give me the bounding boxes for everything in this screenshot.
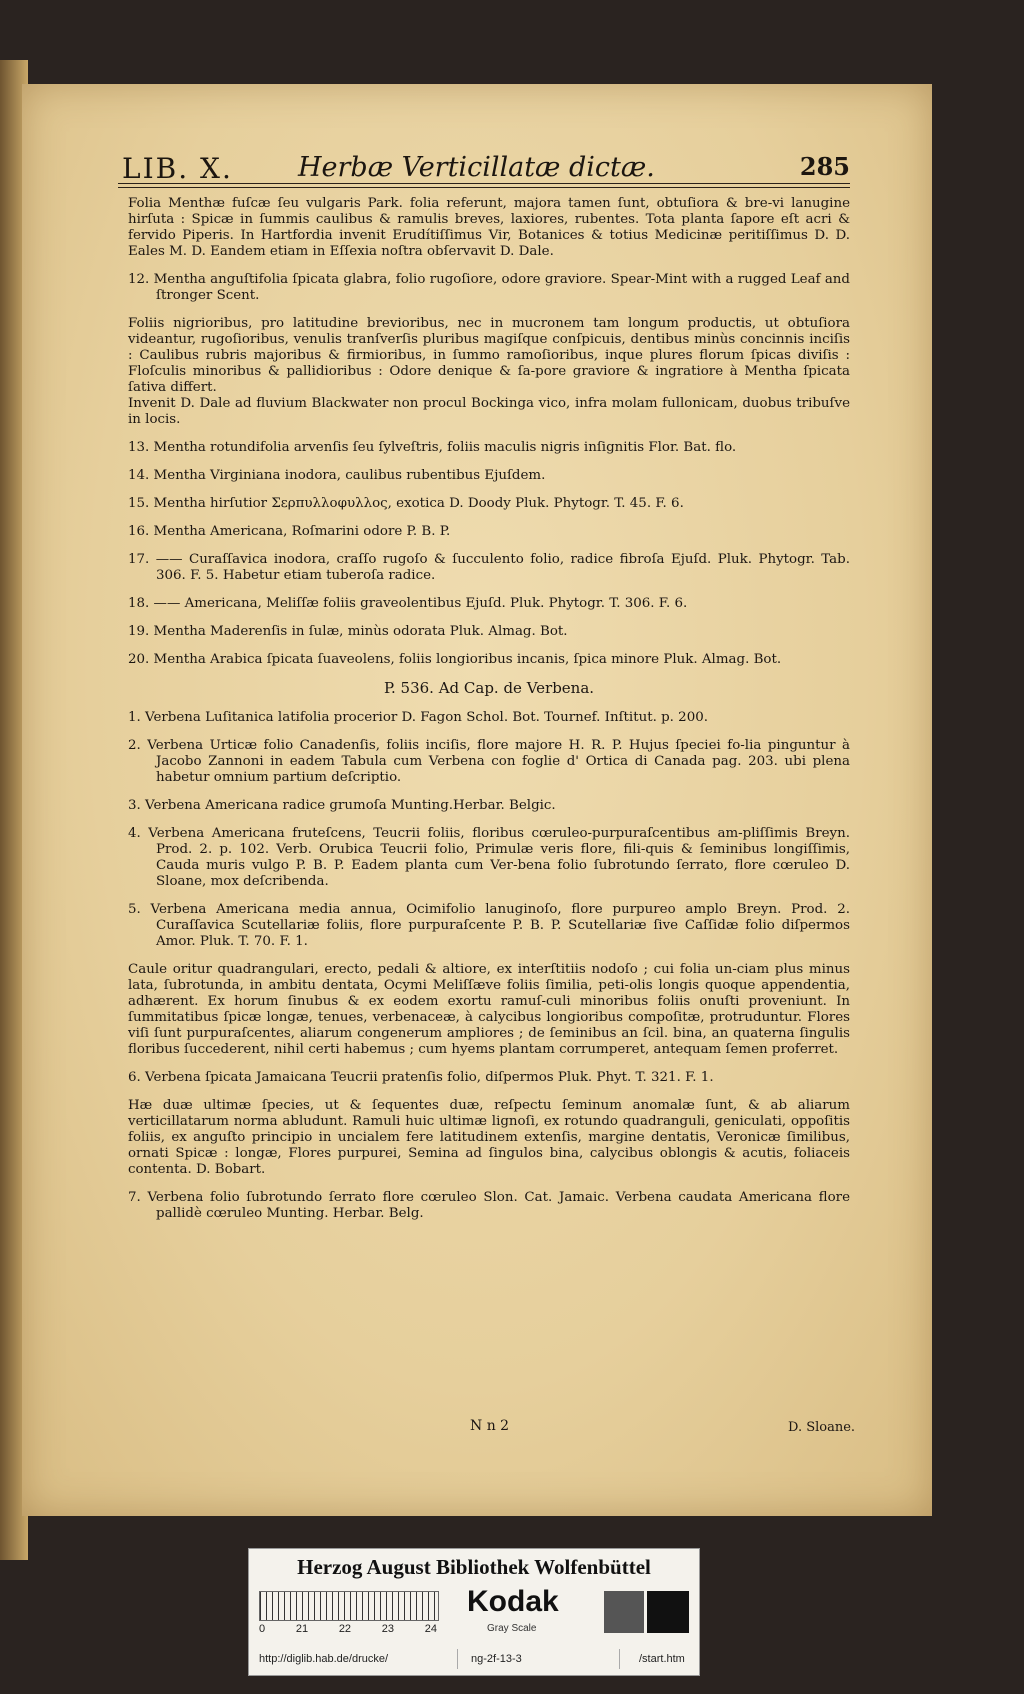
book-number: LIB. X. — [122, 152, 233, 185]
list-item: 7. Verbena folio ſubrotundo ſerrato flore cœruleo Slon. Cat. Jamaic. Verbena caudata Americana flore pallidè cœruleo Munting. Herbar. Belg. — [128, 1190, 850, 1221]
list-item: 12. Mentha anguſtifolia ſpicata glabra, folio rugoſiore, odore graviore. Spear-Mint with a rugged Leaf and ſtronger Scent. — [128, 272, 850, 303]
list-item: 4. Verbena Americana fruteſcens, Teucrii foliis, floribus cœruleo-purpuraſcentibus am-pliſſimis Breyn. Prod. 2. p. 102. Verb. Orubica Teucrii folio, Primulæ veris flore, fili-quis & ſeminibus longiſſimis, Cauda muris vulgo P. B. P. Eadem planta cum Ver-bena folio ſubrotundo ſerrato, flore cœruleo D. Sloane, mox deſcribenda. — [128, 826, 850, 889]
ruler-number: 21 — [295, 1623, 309, 1635]
list-item: 2. Verbena Urticæ folio Canadenſis, foliis inciſis, flore majore H. R. P. Hujus ſpeciei fo-lia pinguntur à Jacobo Zannoni in eadem Tabula cum Verbena con foglie d' Ortica di Canada pag. 203. ubi plena habetur omnium partium deſcriptio. — [128, 738, 850, 785]
start-text: /start.htm — [639, 1653, 685, 1665]
list-item: 19. Mentha Maderenſis in ſulæ, minùs odorata Pluk. Almag. Bot. — [128, 624, 568, 639]
gray-scale-label: Gray Scale — [487, 1623, 537, 1634]
running-title: Herbæ Verticillatæ dictæ. — [298, 152, 655, 183]
library-name: Herzog August Bibliothek Wolfenbüttel — [297, 1555, 651, 1579]
list-item: 16. Mentha Americana, Roſmarini odore P. B. P. — [128, 524, 451, 539]
ruler-number: 0 — [259, 1623, 266, 1635]
list-item: 13. Mentha rotundifolia arvenſis ſeu ſylveſtris, foliis maculis nigris inſignitis Flor. Bat. flo. — [128, 440, 737, 455]
list-item: 17. —— Curaſſavica inodora, craſſo rugoſo & ſucculento folio, radice fibroſa Ejuſd. Pluk. Phytogr. Tab. 306. F. 5. Habetur etiam tuberoſa radice. — [128, 552, 850, 583]
page-number: 285 — [799, 152, 850, 181]
library-color-chart — [248, 1548, 700, 1676]
list-item: 15. Mentha hirſutior Σερπυλλοφυλλος, exotica D. Doody Pluk. Phytogr. T. 45. F. 6. — [128, 496, 684, 511]
ruler-scale — [259, 1591, 439, 1621]
divider — [619, 1649, 620, 1669]
paragraph: Folia Menthæ fuſcæ ſeu vulgaris Park. folia referunt, majora tamen ſunt, obtuſiora & bre-vi lanugine hirſuta : Spicæ in ſummis caulibus & ramulis breves, laxiores, rubentes. Tota planta ſapore eſt acri & fervido Piperis. In Hartfordia invenit Erudítiſſimus Vir, Botanices & totius Medicinæ peritiſſimus D. D. Eales M. D. Eandem etiam in Eſſexia noſtra obſervavit D. Dale. — [128, 196, 850, 259]
list-item: 18. —— Americana, Meliſſæ foliis graveolentibus Ejuſd. Pluk. Phytogr. T. 306. F. 6. — [128, 596, 688, 611]
list-item: 14. Mentha Virginiana inodora, caulibus rubentibus Ejuſdem. — [128, 468, 546, 483]
paragraph: Invenit D. Dale ad fluvium Blackwater non procul Bockinga vico, infra molam fullonicam, duobus tribuſve in locis. — [128, 396, 850, 427]
signature-mark: N n 2 — [470, 1418, 510, 1434]
black-swatch — [647, 1591, 689, 1633]
ruler-number: 22 — [338, 1623, 352, 1635]
section-heading: P. 536. Ad Cap. de Verbena. — [383, 679, 595, 697]
list-item: 3. Verbena Americana radice grumoſa Munting.Herbar. Belgic. — [128, 798, 556, 813]
paragraph: Foliis nigrioribus, pro latitudine brevioribus, nec in mucronem tam longum productis, ut obtuſiora videantur, rugoſioribus, venulis tranſverſis pluribus magiſque conſpicuis, dentibus minùs concinnis inciſis : Caulibus rubris majoribus & firmioribus, in ſummo ramoſioribus, inque plures florum ſpicas diviſis : Floſculis minoribus & pallidioribus : Odore denique & ſa-pore graviore & ingratiore à Mentha ſpicata ſativa differt. — [128, 316, 850, 395]
catchword: D. Sloane. — [788, 1420, 856, 1435]
page-text — [128, 196, 850, 1234]
list-item: 20. Mentha Arabica ſpicata ſuaveolens, foliis longioribus incanis, ſpica minore Pluk. Almag. Bot. — [128, 652, 782, 667]
ruler-numbers — [259, 1623, 437, 1635]
ruler-number: 23 — [381, 1623, 395, 1635]
list-item: 5. Verbena Americana media annua, Ocimifolio lanuginoſo, flore purpureo amplo Breyn. Prod. 2. Curaſſavica Scutellariæ foliis, flore purpuraſcente P. B. P. Scutellariæ ſive Caſſidæ folio diſpermos Amor. Pluk. T. 70. F. 1. — [128, 902, 850, 949]
running-header — [100, 152, 850, 186]
header-rule-thin — [118, 187, 850, 188]
header-rule — [118, 183, 850, 184]
list-item: 6. Verbena ſpicata Jamaicana Teucrii pratenſis folio, diſpermos Pluk. Phyt. T. 321. F. 1. — [128, 1070, 714, 1085]
url-text: http://diglib.hab.de/drucke/ — [259, 1653, 389, 1665]
paragraph: Hæ duæ ultimæ ſpecies, ut & ſequentes duæ, reſpectu ſeminum anomalæ ſunt, & ab aliarum verticillatarum norma abludunt. Ramuli huic ultimæ lignoſi, ex rotundo quadranguli, geniculati, oppoſitis foliis, ex anguſto principio in uncialem fere latitudinem extenſis, margine dentatis, Veronicæ ſimilibus, ornati Spicæ : longæ, Flores purpurei, Semina ad ſingulos bina, calycibus oblongis & acutis, foliaceis contenta. D. Bobart. — [128, 1098, 850, 1177]
kodak-logo: Kodak — [467, 1585, 559, 1618]
list-item: 1. Verbena Luſitanica latifolia procerior D. Fagon Schol. Bot. Tournef. Inſtitut. p. 200. — [128, 710, 708, 725]
ruler-number: 24 — [424, 1623, 437, 1635]
paragraph: Caule oritur quadrangulari, erecto, pedali & altiore, ex interſtitiis nodoſo ; cui folia un-ciam plus minus lata, ſubrotunda, in ambitu dentata, Ocymi Meliſſæve foliis ſimilia, peti-olis longis quoque appendentia, adhærent. Ex horum ſinubus & ex eodem exortu ramuſ-culi minoribus foliis onuſti proveniunt. In ſummitatibus ſpicæ longæ, tenues, verbenaceæ, à calycibus longioribus compoſitæ, protruduntur. Flores viſi ſunt purpuraſcentes, aliarum congenerum ampliores ; de ſeminibus an ſcil. bina, an quaterna ſingulis floribus ſuccederent, nihil certi habemus ; cum hyems plantam corrumperet, antequam ſemen proferret. — [128, 962, 850, 1057]
divider — [457, 1649, 458, 1669]
shelfmark-text: ng-2f-13-3 — [471, 1653, 522, 1665]
gray-swatch — [604, 1591, 644, 1633]
